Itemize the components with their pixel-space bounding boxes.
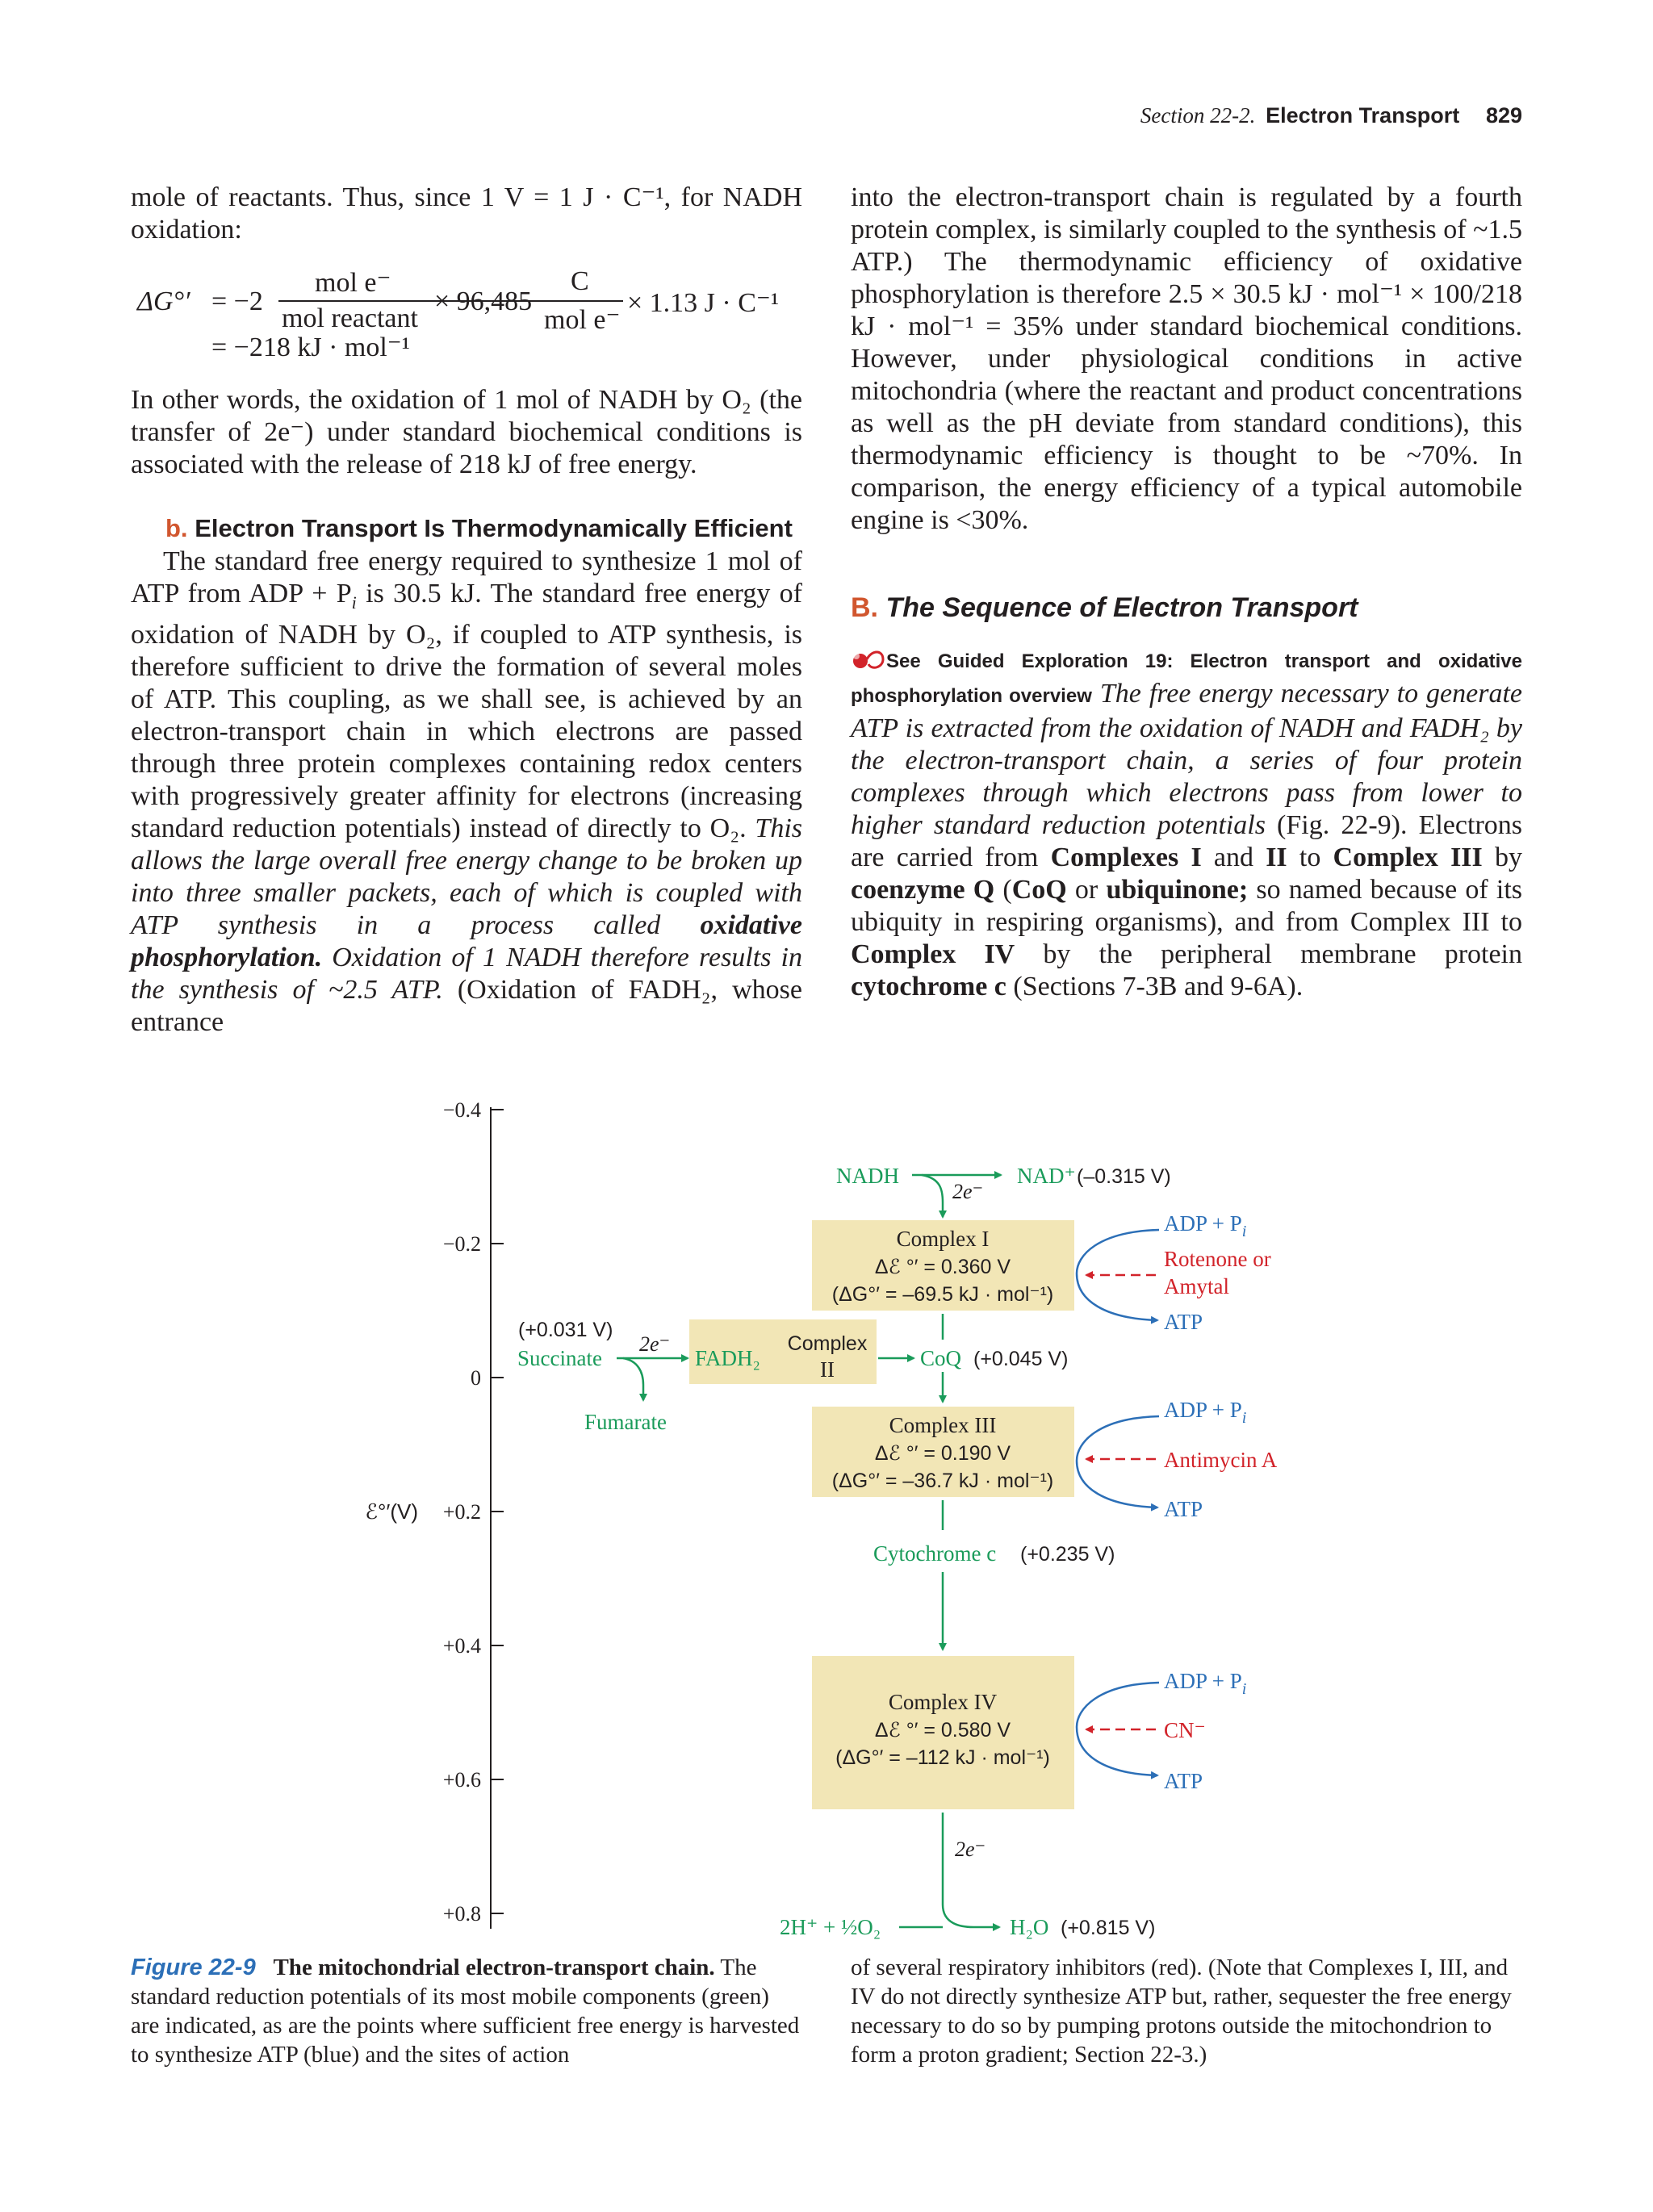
cyanide-label: CN⁻: [1164, 1718, 1206, 1742]
term-ii: II: [1266, 843, 1287, 872]
complex-ii-line1: Complex: [787, 1332, 868, 1355]
term-cytochrome-c: cytochrome c: [851, 972, 1006, 1001]
text-run: (: [994, 875, 1012, 905]
water-potential: (+0.815 V): [1061, 1917, 1156, 1939]
complex-iv-adp-label: ADP + $P_i$: [1164, 1669, 1247, 1698]
complex-iii-de: Δℰ °′ = 0.190 V: [874, 1442, 1011, 1465]
text-run: and: [1201, 843, 1266, 872]
tick-label: +0.6: [442, 1768, 481, 1792]
running-header: [1140, 103, 1522, 128]
equation-faraday: × 96,485: [434, 286, 533, 316]
fraction-2-bar: [542, 300, 623, 302]
complex-iii-name: Complex III: [889, 1413, 997, 1437]
section-number: Section 22-2.: [1140, 103, 1256, 128]
equation-lhs: ΔG°′: [137, 286, 190, 316]
fumarate-label: Fumarate: [584, 1410, 667, 1434]
paragraph-text: mole of reactants. Thus, since 1 V = 1 J · C⁻¹, for NADH oxidation:: [131, 182, 802, 245]
term-oxidative-phosphorylation: oxidative phosphorylation.: [131, 909, 802, 972]
text-run-italic: This allows the large overall free energy change to be broken up into three smaller packets, each of which is coupled with ATP synthesis in a process called: [131, 813, 802, 940]
text-run: or: [1066, 875, 1107, 905]
complex-iii-atp-arc: [1077, 1416, 1159, 1507]
tick-label: −0.4: [442, 1098, 481, 1122]
figure-caption-left: [131, 1953, 802, 2069]
complex-i-adp-label: ADP + $P_i$: [1164, 1211, 1247, 1240]
left-paragraph-1: [131, 182, 802, 246]
complex-i-dg: (ΔG°′ = –69.5 kJ · mol⁻¹): [831, 1283, 1054, 1306]
equation-result: = −218 kJ · mol⁻¹: [211, 332, 410, 362]
complex-i-atp-label: ATP: [1164, 1310, 1203, 1334]
left-paragraph-3: The standard free energy required to synthesize 1 mol of ATP from ADP + $P_i$ is 30.5 kJ. The standard free energy of oxidation of NADH by O₂, if coupled to ATP synthesis, is therefore sufficient to drive the formation of several moles of ATP. This coupling, as we shall see, is achieved by an electron-transport chain in which electrons are passed through three protein complexes containing redox centers with progressively greater affinity for electrons (increasing standard reduction potentials) instead of directly to O₂. This allows the large overall free energy change to be broken up into three smaller packets, each of which is coupled with ATP synthesis in a process called oxidative phosphorylation. Oxidation of 1 NADH therefore results in the synthesis of ~2.5 ATP. (Oxidation of FADH₂, whose entrance: [131, 546, 802, 1037]
succinate-electrons-label: 2e⁻: [639, 1332, 671, 1356]
subsection-label: b.: [165, 514, 188, 542]
complex-iv-to-water-arrow: [943, 1813, 999, 1927]
antimycin-label: Antimycin A: [1164, 1448, 1278, 1472]
text-run: is 30.5 kJ. The standard free energy of oxidation of NADH by O₂, if coupled to ATP synthesis, is therefore sufficient to drive the formation of several moles of ATP. This coupling, as we shall see, is achieved by an electron-transport chain in which electrons are passed through three protein complexes containing redox centers with progressively greater affinity for electrons (increasing standard reduction potentials) instead of directly to O₂.: [131, 579, 802, 843]
electron-transport-figure: [0, 1049, 1653, 1945]
succinate-to-fumarate-arrow: [623, 1358, 643, 1400]
nad-label: NAD⁺: [1017, 1164, 1076, 1188]
caption-text: The standard reduction potentials of its most mobile components (green) are indicated, as are the points where sufficient free energy is harvested to synthesize ATP (blue) and the sites of action: [131, 1955, 800, 2068]
complex-iv-name: Complex IV: [888, 1690, 998, 1714]
coq-label: CoQ: [920, 1346, 962, 1370]
left-paragraph-2: [131, 384, 802, 481]
guided-exploration-icon: [851, 646, 886, 672]
fraction-1-denominator: mol reactant: [282, 303, 418, 333]
tick-label: +0.8: [442, 1902, 481, 1926]
y-axis-ticks: [491, 1110, 504, 1913]
text-run: by: [1482, 843, 1522, 872]
fraction-2-numerator: C: [571, 266, 589, 296]
section-title: Electron Transport: [1266, 103, 1460, 128]
term-complexes-i: Complexes I: [1050, 843, 1202, 872]
rotenone-label: Rotenone or: [1164, 1247, 1271, 1271]
complex-i-name: Complex I: [896, 1227, 990, 1251]
complex-iii-dg: (ΔG°′ = –36.7 kJ · mol⁻¹): [831, 1470, 1054, 1492]
figure-caption-right: [851, 1953, 1522, 2069]
delta-g-equation: [131, 266, 802, 371]
y-axis-label: ℰ°′(V): [365, 1499, 418, 1524]
nadh-label: NADH: [836, 1164, 899, 1188]
section-heading: [851, 592, 1358, 624]
right-paragraph-1: [851, 182, 1522, 537]
tick-label: −0.2: [442, 1232, 481, 1256]
term-ubiquinone: ubiquinone;: [1106, 875, 1249, 905]
tick-label: +0.4: [442, 1634, 481, 1658]
y-axis-tick-labels: [443, 1098, 481, 1926]
nad-potential: (–0.315 V): [1077, 1165, 1171, 1188]
complex-iv-de: Δℰ °′ = 0.580 V: [874, 1719, 1011, 1742]
cytochrome-c-potential: (+0.235 V): [1020, 1543, 1115, 1566]
equation-factor: = −2: [211, 286, 263, 316]
water-label: H₂O: [1010, 1915, 1049, 1939]
complex-iv-electrons-label: 2e⁻: [955, 1838, 986, 1861]
paragraph-text: into the electron-transport chain is regulated by a fourth protein complex, is similarly coupled to the synthesis of ~1.5 ATP.) The thermodynamic efficiency of oxidative phosphorylation is therefore 2.5 × 30.5 kJ · mol⁻¹ × 100/218 kJ · mol⁻¹ = 35% under standard biochemical conditions. However, under physiological conditions in active mitochondria (where the reactant and product concentrations as well as the pH deviate from standard conditions), this thermodynamic efficiency is thought to be ~70%. In comparison, the energy efficiency of a typical automobile engine is <30%.: [851, 182, 1522, 535]
text-run-italic: Oxidation of 1 NADH therefore results in the synthesis of ~2.5 ATP.: [131, 942, 802, 1005]
text-run: by the peripheral membrane protein: [1015, 939, 1522, 969]
tick-label: +0.2: [442, 1500, 481, 1524]
text-run: (Oxidation of FADH₂, whose entrance: [131, 974, 802, 1037]
nadh-electrons-label: 2e⁻: [952, 1180, 984, 1203]
succinate-potential: (+0.031 V): [518, 1319, 613, 1341]
term-coq: CoQ: [1011, 875, 1067, 905]
guided-exploration-link[interactable]: See Guided Exploration 19: Electron transport and oxidative phosphorylation overview: [851, 650, 1522, 707]
term-complex-iii: Complex III: [1333, 843, 1483, 872]
section-heading-title: The Sequence of Electron Transport: [885, 592, 1358, 623]
text-run: so named because of its ubiquity in respiring organisms), and from Complex III to: [851, 875, 1523, 937]
fraction-1-numerator: mol e⁻: [315, 268, 391, 298]
text-run-italic: The free energy necessary to generate ATP is extracted from the oxidation of NADH and FADH₂ by the electron-transport chain, a series of four protein complexes through which electrons pass from lower to higher standard reduction potentials: [851, 679, 1523, 840]
complex-iv-dg: (ΔG°′ = –112 kJ · mol⁻¹): [835, 1746, 1050, 1769]
fadh2-label: FADH₂: [695, 1346, 760, 1370]
paragraph-text: In other words, the oxidation of 1 mol of NADH by O₂ (the transfer of 2e⁻) under standard biochemical conditions is associated with the release of 218 kJ of free energy.: [131, 385, 802, 479]
complex-i-de: Δℰ °′ = 0.360 V: [874, 1256, 1011, 1278]
tick-label: 0: [471, 1366, 481, 1390]
text-run: to: [1287, 843, 1333, 872]
section-label: B.: [851, 592, 878, 623]
text-run: (Fig. 22-9). Electrons are carried from: [851, 810, 1522, 872]
cytochrome-c-label: Cytochrome c: [873, 1541, 997, 1566]
term-complex-iv: Complex IV: [851, 939, 1015, 969]
complex-iv-atp-label: ATP: [1164, 1769, 1203, 1793]
subsection-title: Electron Transport Is Thermodynamically Efficient: [195, 514, 793, 542]
coq-potential: (+0.045 V): [973, 1348, 1069, 1370]
amytal-label: Amytal: [1164, 1274, 1229, 1298]
text-run: The standard free energy required to synthesize 1 mol of ATP from ADP + P: [131, 546, 802, 608]
oxygen-label: 2H⁺ + ½O₂: [780, 1915, 881, 1939]
right-paragraph-2: [851, 643, 1522, 1003]
fraction-2-denominator: mol e⁻: [544, 305, 621, 335]
subsection-heading: [165, 514, 793, 543]
text-run: (Sections 7-3B and 9-6A).: [1006, 972, 1304, 1001]
complex-iii-atp-label: ATP: [1164, 1497, 1203, 1521]
succinate-label: Succinate: [517, 1346, 602, 1370]
nadh-to-complex-i-arrow: [922, 1175, 943, 1217]
complex-iii-adp-label: ADP + $P_i$: [1164, 1398, 1247, 1427]
caption-text: of several respiratory inhibitors (red). (Note that Complexes I, III, and IV do not directly synthesize ATP but, rather, sequester the free energy necessary to do so by pumping protons outside the mitochondrion to form a proton gradient; Section 22-3.): [851, 1955, 1512, 2068]
equation-voltage: × 1.13 J · C⁻¹: [627, 288, 780, 318]
figure-label: Figure 22-9: [131, 1955, 256, 1980]
page-number: 829: [1485, 103, 1522, 128]
complex-ii-line2: II: [820, 1357, 835, 1382]
figure-title: The mitochondrial electron-transport chain.: [273, 1955, 715, 1980]
term-coenzyme-q: coenzyme Q: [851, 875, 995, 905]
